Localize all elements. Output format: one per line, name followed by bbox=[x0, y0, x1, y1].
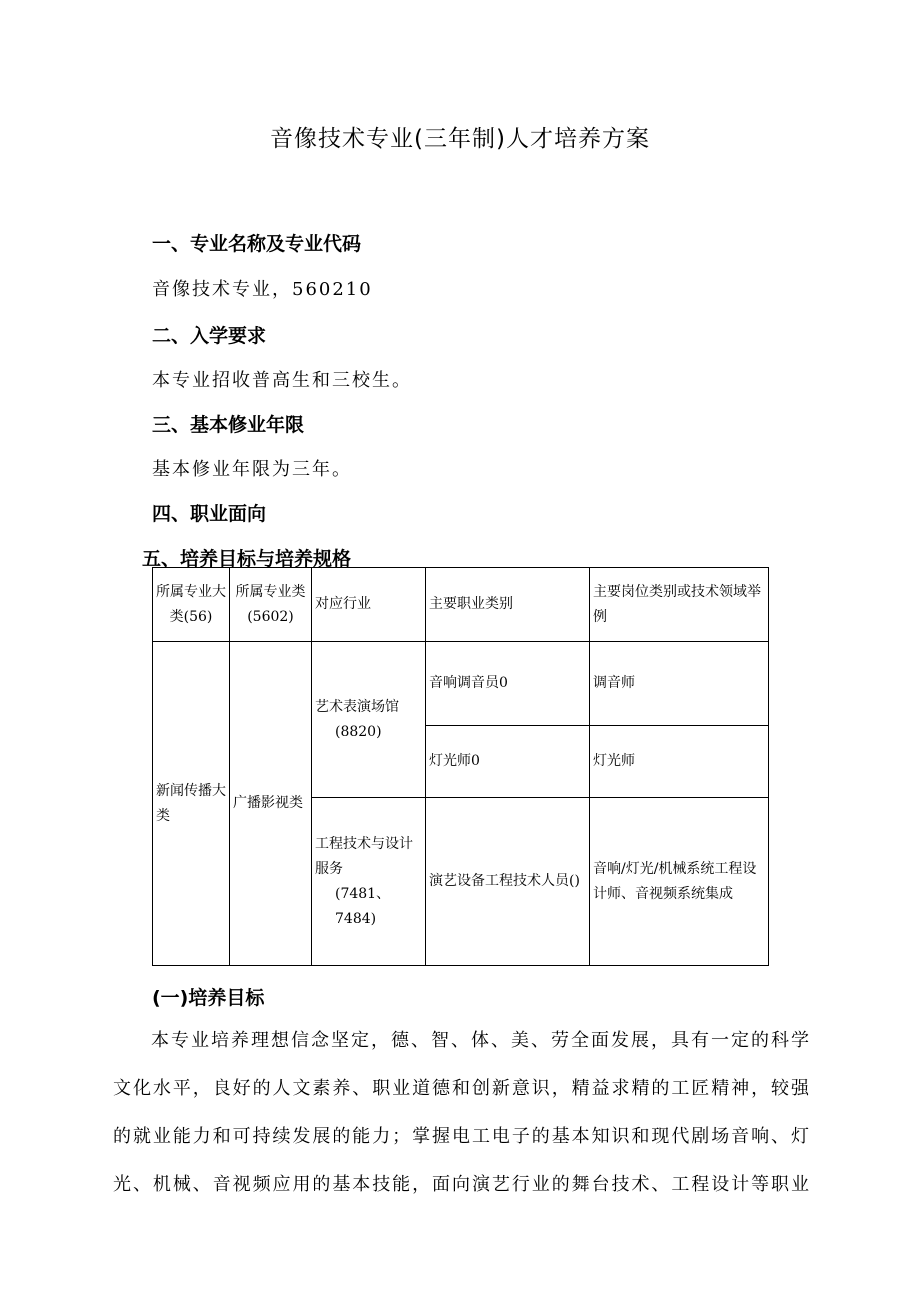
header-major-category: 所属专业大类(56) bbox=[153, 568, 230, 642]
section-text-name-code: 音像技术专业，560210 bbox=[152, 279, 373, 300]
cell-occupation-2: 灯光师0 bbox=[426, 726, 590, 798]
header-position: 主要岗位类别或技术领域举例 bbox=[590, 568, 769, 642]
section-heading-duration: 三、基本修业年限 bbox=[152, 414, 305, 436]
cell-industry-1 bbox=[312, 642, 426, 798]
table-row bbox=[153, 642, 769, 726]
section-heading-admission: 二、入学要求 bbox=[152, 325, 267, 347]
industry-2-code: (7481、7484) bbox=[335, 885, 391, 927]
header-industry: 对应行业 bbox=[312, 568, 426, 642]
cell-position-3: 音响/灯光/机械系统工程设计师、音视频系统集成 bbox=[590, 798, 769, 966]
document-title: 音像技术专业(三年制)人才培养方案 bbox=[270, 126, 650, 152]
cell-occupation-3: 演艺设备工程技术人员() bbox=[426, 798, 590, 966]
section-heading-career: 四、职业面向 bbox=[152, 503, 267, 525]
section-text-duration: 基本修业年限为三年。 bbox=[152, 459, 352, 480]
cell-position-2: 灯光师 bbox=[590, 726, 769, 798]
header-major-class: 所属专业类(5602) bbox=[230, 568, 312, 642]
cell-major-class: 广播影视类 bbox=[230, 642, 312, 966]
industry-1-name: 艺术表演场馆 bbox=[315, 698, 399, 715]
cell-occupation-1: 音响调音员0 bbox=[426, 642, 590, 726]
section-heading-name-code: 一、专业名称及专业代码 bbox=[152, 233, 362, 255]
paragraph-line: 的就业能力和可持续发展的能力；掌握电工电子的基本知识和现代剧场音响、灯 bbox=[113, 1126, 809, 1147]
cell-major-category: 新闻传播大类 bbox=[153, 642, 230, 966]
industry-2-name: 工程技术与设计服务 bbox=[315, 835, 413, 877]
cell-industry-2 bbox=[312, 798, 426, 966]
header-occupation: 主要职业类别 bbox=[426, 568, 590, 642]
cell-position-1: 调音师 bbox=[590, 642, 769, 726]
section-heading-goals: 五、培养目标与培养规格 bbox=[142, 548, 352, 570]
section-text-admission: 本专业招收普高生和三校生。 bbox=[152, 370, 412, 391]
paragraph-line: 本专业培养理想信念坚定，德、智、体、美、劳全面发展，具有一定的科学 bbox=[151, 1030, 809, 1051]
paragraph-line: 光、机械、音视频应用的基本技能，面向演艺行业的舞台技术、工程设计等职业 bbox=[113, 1174, 809, 1195]
table-header-row bbox=[153, 568, 769, 642]
subsection-heading-goals: (一)培养目标 bbox=[152, 987, 265, 1009]
industry-1-code: (8820) bbox=[335, 723, 382, 740]
paragraph-line: 文化水平，良好的人文素养、职业道德和创新意识，精益求精的工匠精神，较强 bbox=[113, 1078, 809, 1099]
occupation-table bbox=[152, 567, 769, 966]
goals-paragraph bbox=[113, 1017, 809, 1209]
